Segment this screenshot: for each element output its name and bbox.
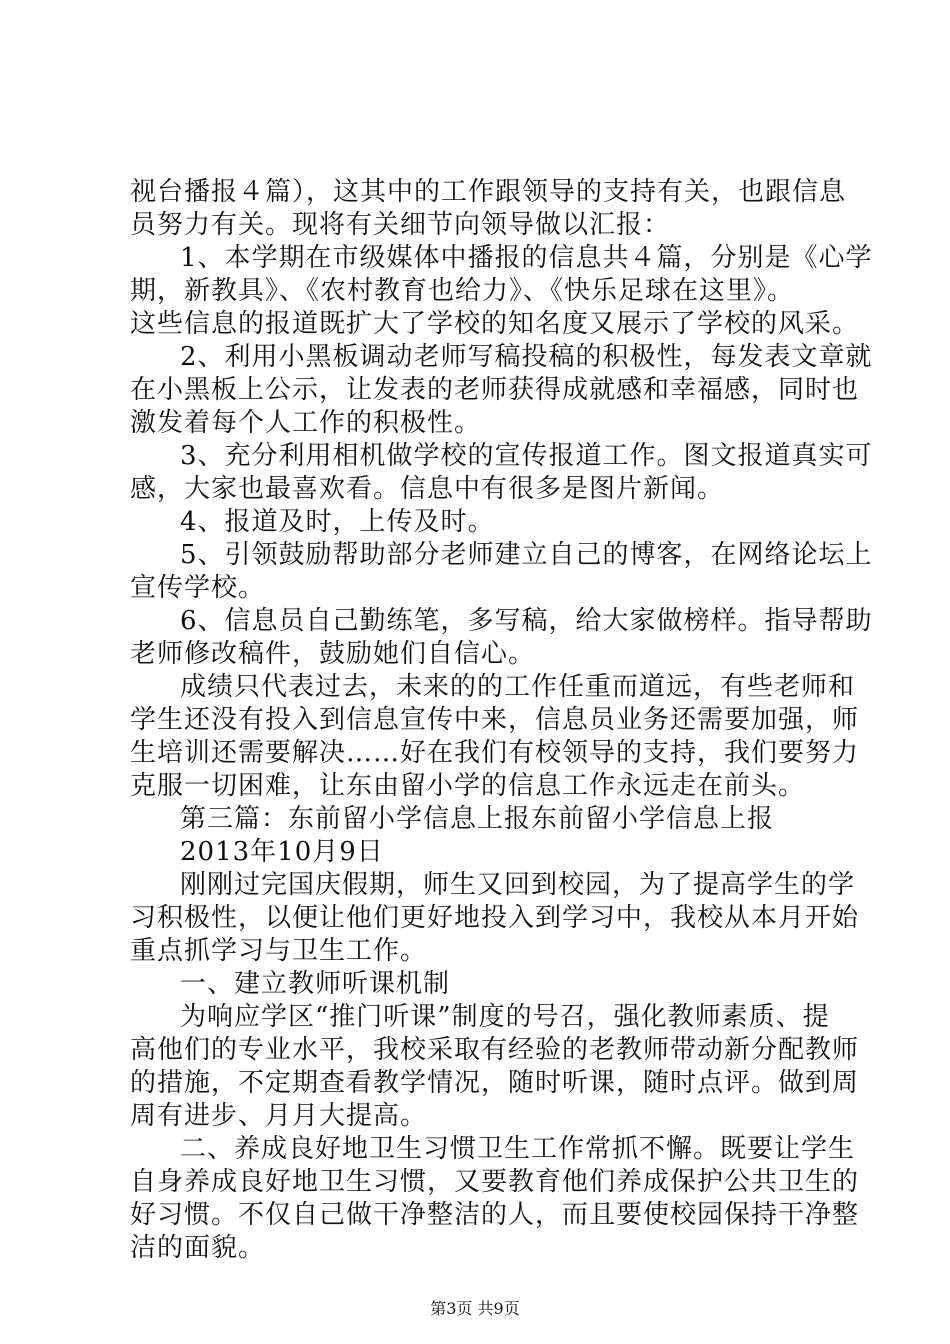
- text-line: 感，大家也最喜欢看。信息中有很多是图片新闻。: [130, 474, 725, 504]
- text-line: 高他们的专业水平，我校采取有经验的老教师带动新分配教师: [130, 1035, 860, 1065]
- text-line: 视台播报４篇），这其中的工作跟领导的支持有关，也跟信息: [130, 177, 847, 207]
- text-line: 习积极性，以便让他们更好地投入到学习中，我校从本月开始: [130, 903, 860, 933]
- text-line: 自身养成良好地卫生习惯，又要教育他们养成保护公共卫生的: [130, 1167, 860, 1197]
- text-line: 4、报道及时，上传及时。: [180, 507, 495, 537]
- text-line: 员努力有关。现将有关细节向领导做以汇报：: [130, 210, 671, 240]
- text-line: 激发着每个人工作的积极性。: [130, 408, 482, 438]
- text-line: 6、信息员自己勤练笔，多写稿，给大家做榜样。指导帮助: [180, 606, 873, 636]
- text-line: 5、引领鼓励帮助部分老师建立自己的博客，在网络论坛上: [180, 540, 873, 570]
- text-line: 学生还没有投入到信息宣传中来，信息员业务还需要加强，师: [130, 705, 860, 735]
- text-line: 的措施，不定期查看教学情况，随时听课，随时点评。做到周: [130, 1068, 860, 1098]
- subheading: 一、建立教师听课机制: [180, 969, 451, 999]
- section-heading: 第三篇：东前留小学信息上报东前留小学信息上报: [180, 804, 775, 834]
- text-line: 在小黑板上公示，让发表的老师获得成就感和幸福感，同时也: [130, 375, 860, 405]
- text-line: 好习惯。不仅自己做干净整洁的人，而且要使校园保持干净整: [130, 1200, 860, 1230]
- text-line: 宣传学校。: [130, 573, 266, 603]
- text-line: 刚刚过完国庆假期，师生又回到校园，为了提高学生的学: [180, 870, 856, 900]
- page-footer: 第3页 共9页: [430, 1299, 520, 1318]
- text-line: 生培训还需要解决……好在我们有校领导的支持，我们要努力: [130, 738, 860, 768]
- date-line: 2013年10月9日: [180, 837, 384, 867]
- text-line: 周有进步、月月大提高。: [130, 1101, 428, 1131]
- text-line: 期，新教具》、《农村教育也给力》、《快乐足球在这里》。: [130, 276, 795, 306]
- text-line: 为响应学区“推门听课”制度的号召，强化教师素质、提: [180, 1002, 830, 1032]
- text-line: 老师修改稿件，鼓励她们自信心。: [130, 639, 536, 669]
- text-line: 1、本学期在市级媒体中播报的信息共４篇，分别是《心学: [180, 243, 873, 273]
- text-line: 洁的面貌。: [130, 1233, 266, 1263]
- text-line: 成绩只代表过去，未来的的工作任重而道远，有些老师和: [180, 672, 856, 702]
- text-line: 克服一切困难，让东由留小学的信息工作永远走在前头。: [130, 771, 806, 801]
- text-line: 2、利用小黑板调动老师写稿投稿的积极性，每发表文章就: [180, 342, 873, 372]
- text-line: 这些信息的报道既扩大了学校的知名度又展示了学校的风采。: [130, 309, 860, 339]
- text-line: 二、养成良好地卫生习惯卫生工作常抓不懈。既要让学生: [180, 1134, 856, 1164]
- text-line: 重点抓学习与卫生工作。: [130, 936, 428, 966]
- text-line: 3、充分利用相机做学校的宣传报道工作。图文报道真实可: [180, 441, 873, 471]
